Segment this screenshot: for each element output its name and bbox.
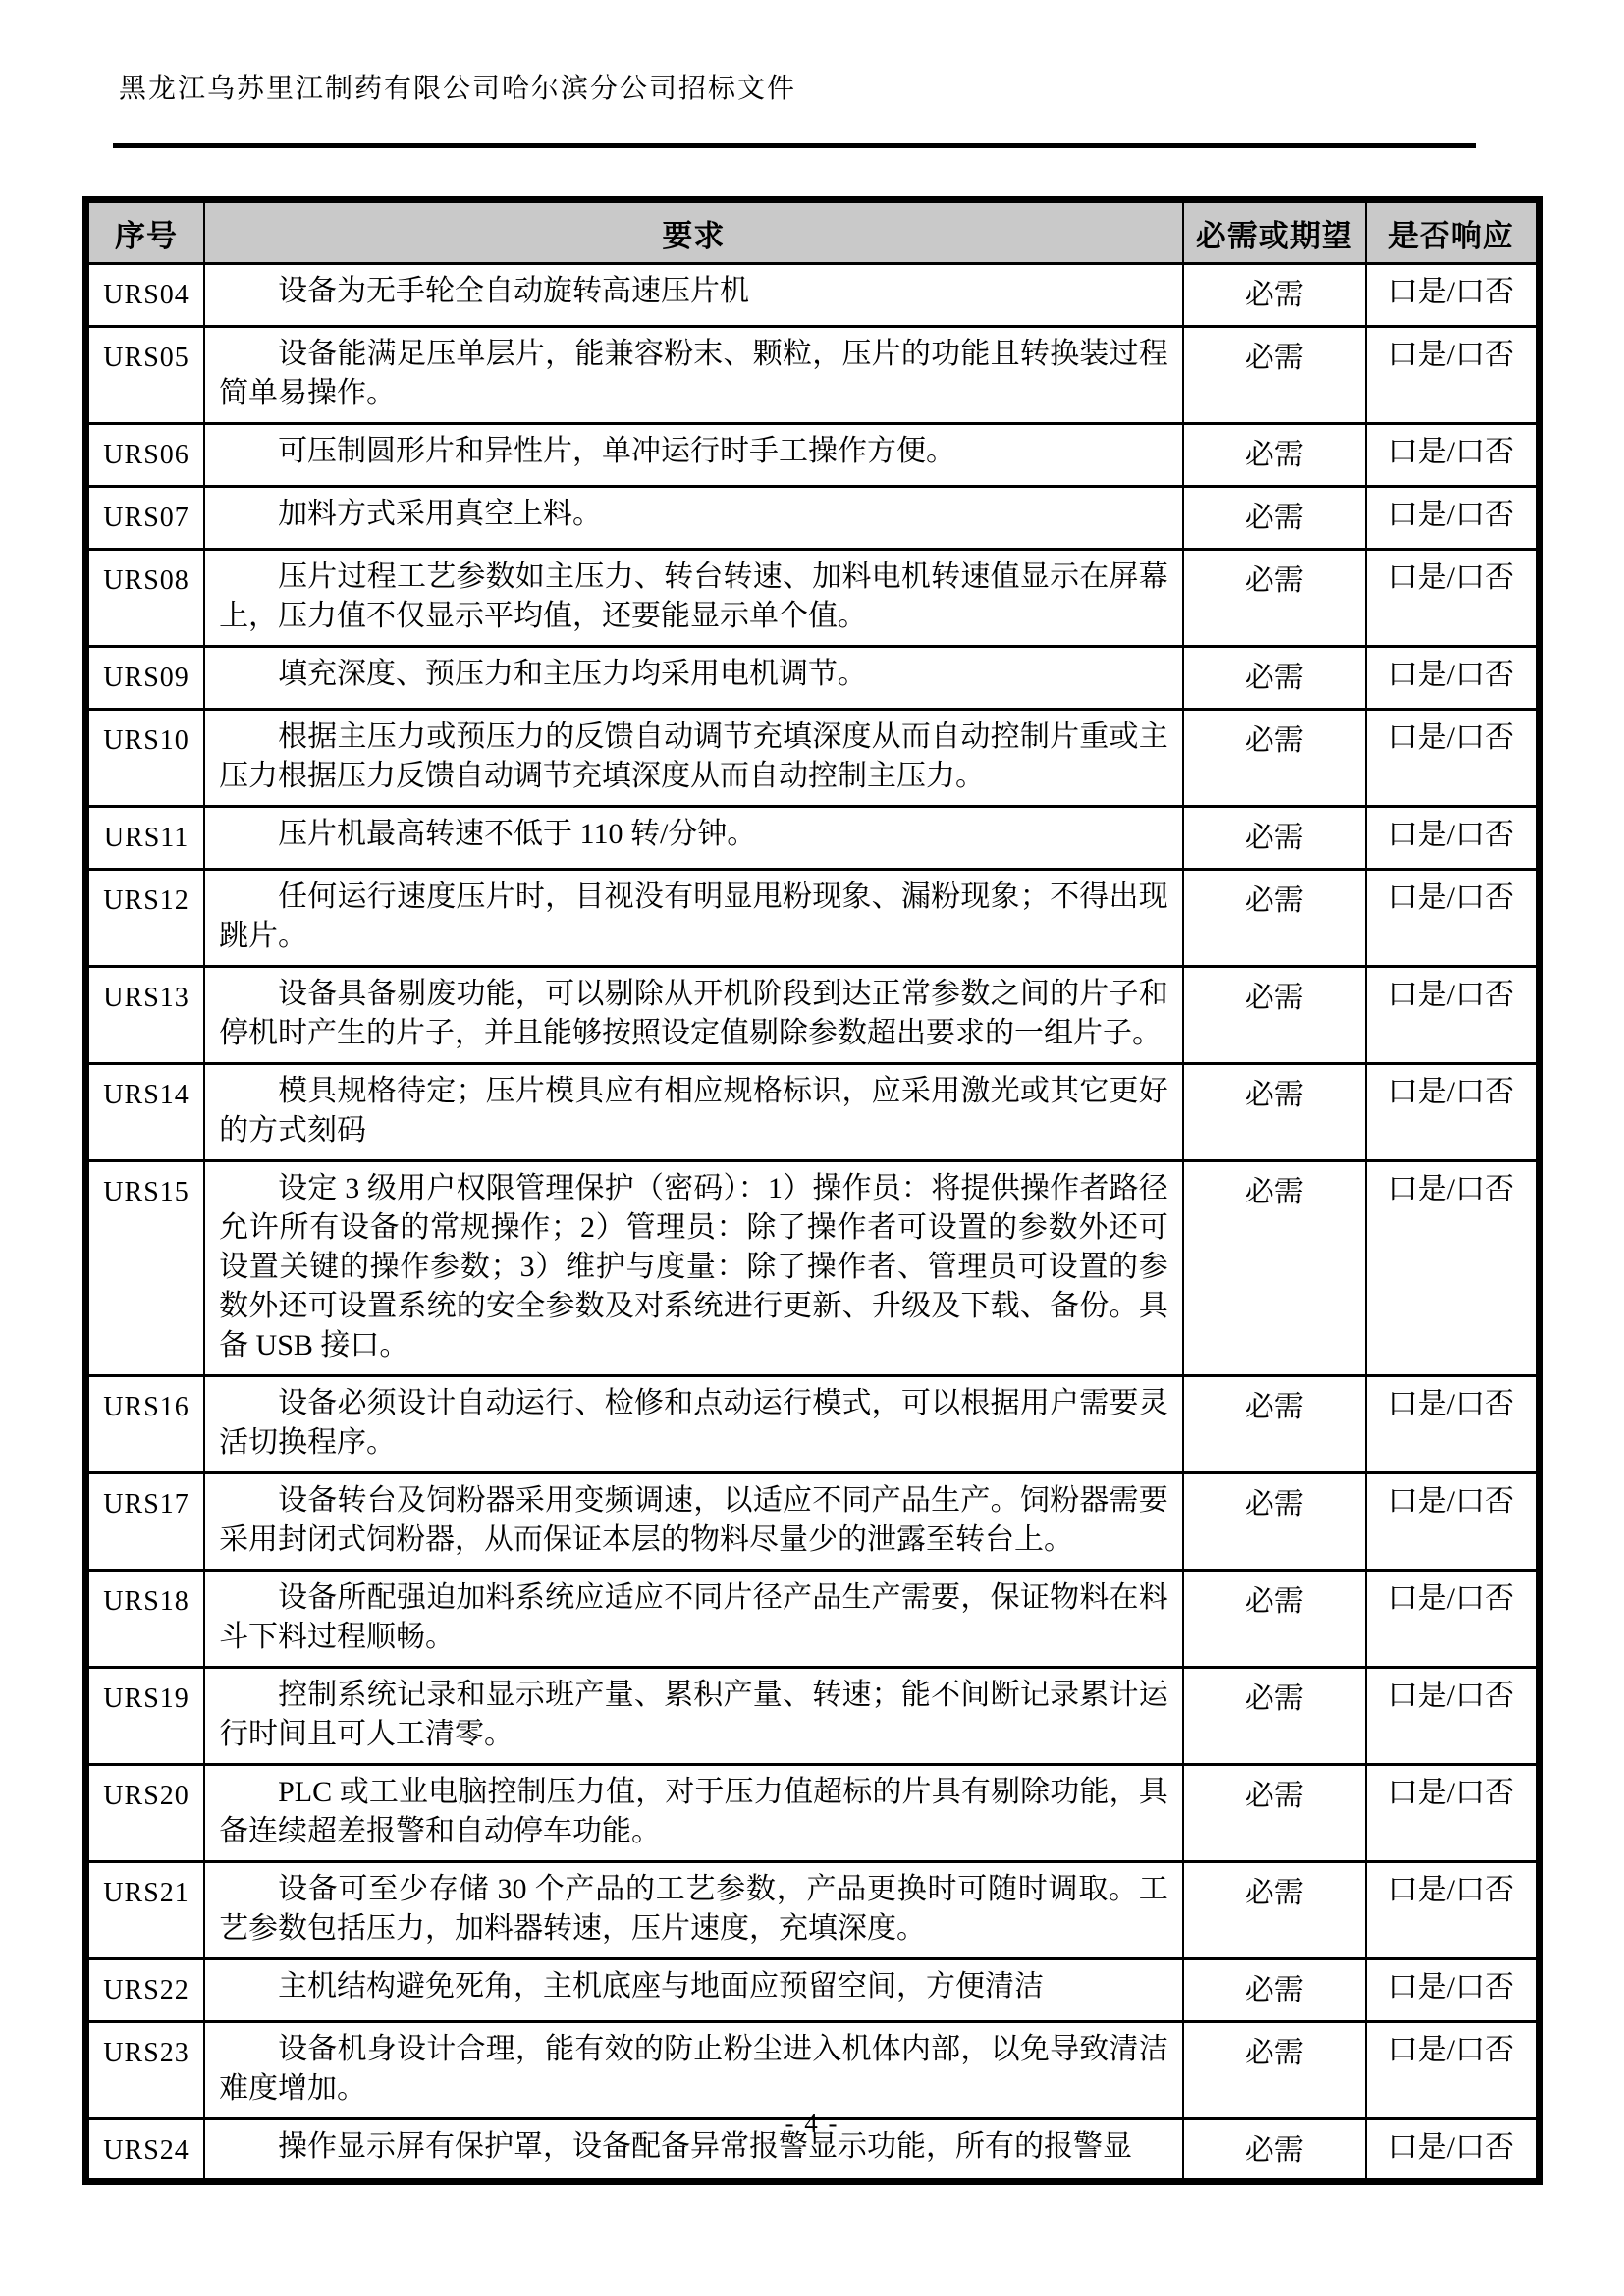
row-serial-number: URS07 (86, 487, 205, 550)
column-header-serial-number: 序号 (86, 200, 205, 264)
row-requirement-text: 根据主压力或预压力的反馈自动调节充填深度从而自动控制片重或主压力根据压力反馈自动调节充填深度从而自动控制主压力。 (204, 710, 1183, 807)
row-requirement-text: 设备能满足压单层片，能兼容粉末、颗粒，压片的功能且转换装过程简单易操作。 (204, 327, 1183, 424)
row-requirement-text: 设定 3 级用户权限管理保护（密码）：1）操作员：将提供操作者路径允许所有设备的常规操作；2）管理员：除了操作者可设置的参数外还可设置关键的操作参数；3）维护与度量：除了操作者、管理员可设置的参数外还可设置系统的安全参数及对系统进行更新、升级及下载、备份。具备 USB 接口。 (204, 1161, 1183, 1376)
row-serial-number: URS18 (86, 1571, 205, 1668)
table-row (86, 2022, 1540, 2119)
table-row (86, 1765, 1540, 1862)
row-requirement-text: PLC 或工业电脑控制压力值，对于压力值超标的片具有剔除功能，具备连续超差报警和自动停车功能。 (204, 1765, 1183, 1862)
table-row (86, 1161, 1540, 1376)
row-serial-number: URS12 (86, 870, 205, 967)
row-requirement-text: 压片机最高转速不低于 110 转/分钟。 (204, 807, 1183, 870)
row-requirement-text: 填充深度、预压力和主压力均采用电机调节。 (204, 647, 1183, 710)
row-requirement-text: 设备所配强迫加料系统应适应不同片径产品生产需要，保证物料在料斗下料过程顺畅。 (204, 1571, 1183, 1668)
table-row (86, 487, 1540, 550)
table-row (86, 1668, 1540, 1765)
table-header-row (86, 200, 1540, 264)
row-serial-number: URS20 (86, 1765, 205, 1862)
page-number: - 4 - (785, 2109, 839, 2138)
row-requirement-text: 任何运行速度压片时，目视没有明显甩粉现象、漏粉现象；不得出现跳片。 (204, 870, 1183, 967)
row-serial-number: URS15 (86, 1161, 205, 1376)
row-response-checkboxes: 口是/口否 (1366, 327, 1540, 424)
row-serial-number: URS22 (86, 1959, 205, 2022)
row-requirement-text: 加料方式采用真空上料。 (204, 487, 1183, 550)
row-requirement-text: 主机结构避免死角，主机底座与地面应预留空间，方便清洁 (204, 1959, 1183, 2022)
table-row (86, 1473, 1540, 1571)
row-requirement-text: 设备必须设计自动运行、检修和点动运行模式，可以根据用户需要灵活切换程序。 (204, 1376, 1183, 1473)
row-response-checkboxes: 口是/口否 (1366, 264, 1540, 327)
row-response-checkboxes: 口是/口否 (1366, 870, 1540, 967)
table-row (86, 1571, 1540, 1668)
row-serial-number: URS24 (86, 2119, 205, 2182)
row-serial-number: URS04 (86, 264, 205, 327)
row-requirement-text: 设备机身设计合理，能有效的防止粉尘进入机体内部，以免导致清洁难度增加。 (204, 2022, 1183, 2119)
row-response-checkboxes: 口是/口否 (1366, 1064, 1540, 1161)
row-necessity: 必需 (1183, 967, 1366, 1064)
row-necessity: 必需 (1183, 550, 1366, 647)
row-requirement-text: 控制系统记录和显示班产量、累积产量、转速；能不间断记录累计运行时间且可人工清零。 (204, 1668, 1183, 1765)
column-header-requirement: 要求 (204, 200, 1183, 264)
row-serial-number: URS06 (86, 424, 205, 487)
row-response-checkboxes: 口是/口否 (1366, 1473, 1540, 1571)
row-serial-number: URS16 (86, 1376, 205, 1473)
row-necessity: 必需 (1183, 807, 1366, 870)
row-response-checkboxes: 口是/口否 (1366, 2119, 1540, 2182)
row-response-checkboxes: 口是/口否 (1366, 1376, 1540, 1473)
row-response-checkboxes: 口是/口否 (1366, 550, 1540, 647)
table-row (86, 1959, 1540, 2022)
row-response-checkboxes: 口是/口否 (1366, 710, 1540, 807)
row-necessity: 必需 (1183, 1376, 1366, 1473)
row-necessity: 必需 (1183, 1473, 1366, 1571)
row-response-checkboxes: 口是/口否 (1366, 1959, 1540, 2022)
table-row (86, 1376, 1540, 1473)
row-serial-number: URS05 (86, 327, 205, 424)
document-header-title: 黑龙江乌苏里江制药有限公司哈尔滨分公司招标文件 (119, 74, 797, 104)
row-serial-number: URS08 (86, 550, 205, 647)
row-necessity: 必需 (1183, 1668, 1366, 1765)
row-response-checkboxes: 口是/口否 (1366, 647, 1540, 710)
row-serial-number: URS21 (86, 1862, 205, 1959)
requirements-table (82, 196, 1543, 2185)
row-serial-number: URS10 (86, 710, 205, 807)
column-header-necessity: 必需或期望 (1183, 200, 1366, 264)
row-response-checkboxes: 口是/口否 (1366, 807, 1540, 870)
row-necessity: 必需 (1183, 1571, 1366, 1668)
table-row (86, 647, 1540, 710)
row-serial-number: URS14 (86, 1064, 205, 1161)
row-necessity: 必需 (1183, 487, 1366, 550)
row-response-checkboxes: 口是/口否 (1366, 1862, 1540, 1959)
row-necessity: 必需 (1183, 870, 1366, 967)
row-response-checkboxes: 口是/口否 (1366, 487, 1540, 550)
table-body (86, 264, 1540, 2182)
row-necessity: 必需 (1183, 1959, 1366, 2022)
table-row (86, 710, 1540, 807)
row-requirement-text: 压片过程工艺参数如主压力、转台转速、加料电机转速值显示在屏幕上，压力值不仅显示平均值，还要能显示单个值。 (204, 550, 1183, 647)
row-response-checkboxes: 口是/口否 (1366, 1161, 1540, 1376)
row-serial-number: URS11 (86, 807, 205, 870)
row-response-checkboxes: 口是/口否 (1366, 1765, 1540, 1862)
column-header-response: 是否响应 (1366, 200, 1540, 264)
row-necessity: 必需 (1183, 1862, 1366, 1959)
table-row (86, 327, 1540, 424)
row-response-checkboxes: 口是/口否 (1366, 967, 1540, 1064)
table-row (86, 807, 1540, 870)
row-response-checkboxes: 口是/口否 (1366, 2022, 1540, 2119)
row-necessity: 必需 (1183, 424, 1366, 487)
row-necessity: 必需 (1183, 2119, 1366, 2182)
row-response-checkboxes: 口是/口否 (1366, 1668, 1540, 1765)
row-response-checkboxes: 口是/口否 (1366, 424, 1540, 487)
row-requirement-text: 可压制圆形片和异性片，单冲运行时手工操作方便。 (204, 424, 1183, 487)
row-necessity: 必需 (1183, 1765, 1366, 1862)
table-row (86, 1064, 1540, 1161)
row-necessity: 必需 (1183, 1161, 1366, 1376)
table-row (86, 870, 1540, 967)
row-requirement-text: 设备具备剔废功能，可以剔除从开机阶段到达正常参数之间的片子和停机时产生的片子，并且能够按照设定值剔除参数超出要求的一组片子。 (204, 967, 1183, 1064)
row-necessity: 必需 (1183, 710, 1366, 807)
row-requirement-text: 设备可至少存储 30 个产品的工艺参数，产品更换时可随时调取。工艺参数包括压力，加料器转速，压片速度，充填深度。 (204, 1862, 1183, 1959)
table-row (86, 264, 1540, 327)
row-response-checkboxes: 口是/口否 (1366, 1571, 1540, 1668)
row-requirement-text: 操作显示屏有保护罩，设备配备异常报警显示功能，所有的报警显 (204, 2119, 1183, 2182)
table-row (86, 424, 1540, 487)
table-row (86, 550, 1540, 647)
row-serial-number: URS13 (86, 967, 205, 1064)
table-row (86, 967, 1540, 1064)
row-necessity: 必需 (1183, 2022, 1366, 2119)
row-necessity: 必需 (1183, 327, 1366, 424)
row-serial-number: URS23 (86, 2022, 205, 2119)
row-serial-number: URS17 (86, 1473, 205, 1571)
row-requirement-text: 设备转台及饲粉器采用变频调速，以适应不同产品生产。饲粉器需要采用封闭式饲粉器，从而保证本层的物料尽量少的泄露至转台上。 (204, 1473, 1183, 1571)
row-serial-number: URS09 (86, 647, 205, 710)
row-necessity: 必需 (1183, 1064, 1366, 1161)
table-row (86, 1862, 1540, 1959)
header-rule (113, 143, 1476, 148)
row-serial-number: URS19 (86, 1668, 205, 1765)
row-requirement-text: 设备为无手轮全自动旋转高速压片机 (204, 264, 1183, 327)
row-necessity: 必需 (1183, 264, 1366, 327)
row-requirement-text: 模具规格待定；压片模具应有相应规格标识，应采用激光或其它更好的方式刻码 (204, 1064, 1183, 1161)
row-necessity: 必需 (1183, 647, 1366, 710)
